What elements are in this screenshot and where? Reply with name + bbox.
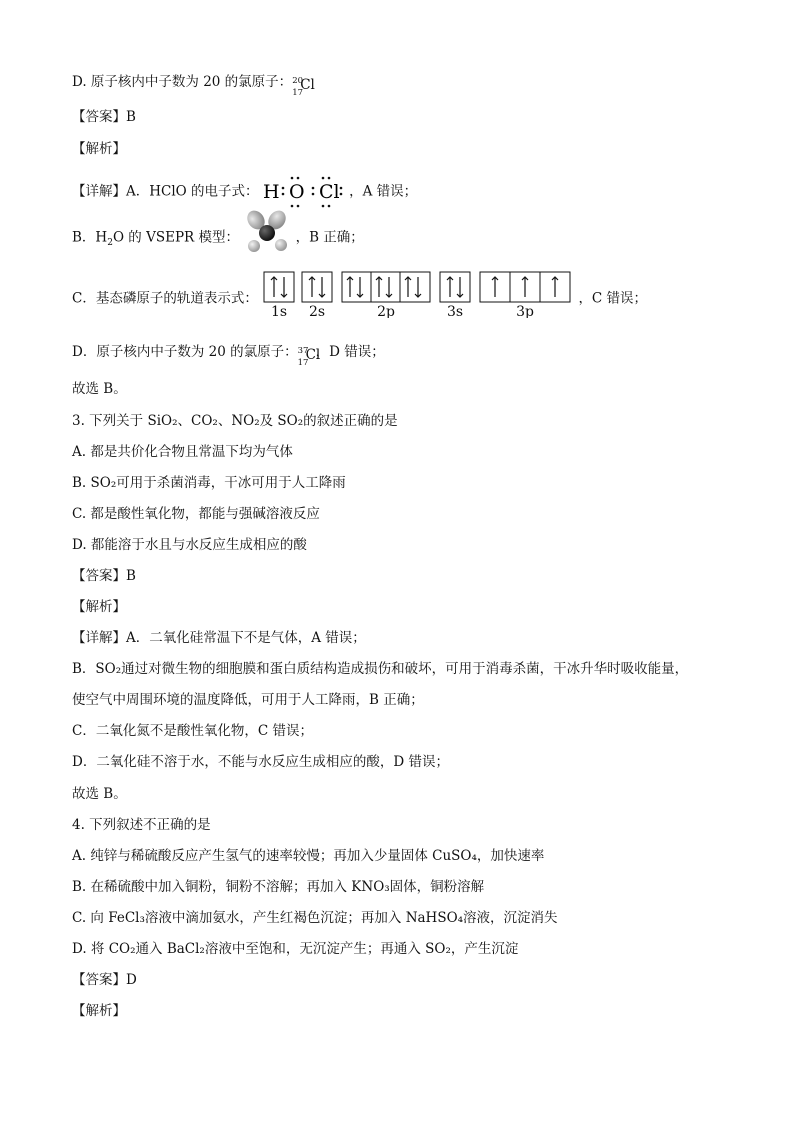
q4-option-d: D. 将 CO₂通入 BaCl₂溶液中至饱和，无沉淀产生；再通入 SO₂，产生沉淀	[72, 941, 519, 957]
q3-conclusion: 故选 B。	[72, 786, 127, 802]
analysis-label: 【解析】	[72, 141, 126, 157]
detail-c-line: C．基态磷原子的轨道表示式： 1s 2s 2p 3s 3p ，C 错误；	[72, 280, 647, 318]
lewis-h: H	[262, 181, 280, 203]
q4-option-a: A. 纯锌与稀硫酸反应产生氢气的速率较慢；再加入少量固体 CuSO₄，加快速率	[72, 848, 545, 864]
orbital-label-2s: 2s	[309, 304, 326, 318]
q3-option-a: A. 都是共价化合物且常温下均为气体	[72, 444, 293, 460]
detail-d-line: D．原子核内中子数为 20 的氯原子： 37 17 Cl ，D 错误；	[72, 344, 385, 368]
detail-a-line: 【详解】A．HClO 的电子式： H O Cl ，A 错误；	[72, 175, 417, 209]
conclusion-2: 故选 B。	[72, 381, 127, 397]
q3-analysis: 【解析】	[72, 599, 126, 615]
detail-b-line: B．$H_2O$ 的 VSEPR 模型： ，B 正确；	[72, 222, 364, 254]
q3-detail-d: D．二氧化硅不溶于水，不能与水反应生成相应的酸，D 错误；	[72, 754, 449, 770]
h2o-vsepr-model	[243, 208, 291, 254]
q3-answer: 【答案】B	[72, 568, 136, 584]
nuclide-cl-37: 37 17 Cl	[297, 345, 321, 368]
q3-option-b: B. SO₂可用于杀菌消毒，干冰可用于人工降雨	[72, 475, 346, 491]
orbital-label-3s: 3s	[447, 304, 464, 318]
question-4: 4. 下列叙述不正确的是	[72, 817, 211, 833]
q3-detail-c: C．二氧化氮不是酸性氧化物，C 错误；	[72, 723, 313, 739]
question-3: 3. 下列关于 SiO₂、CO₂、NO₂及 SO₂的叙述正确的是	[72, 413, 398, 429]
option-d-line	[72, 72, 315, 98]
nuclide-cl-20: 20 17 Cl	[292, 75, 315, 98]
q3-detail-b2: 使空气中周围环境的温度降低，可用于人工降雨，B 正确；	[72, 692, 424, 708]
q4-answer: 【答案】D	[72, 972, 137, 988]
answer-label: 【答案】B	[72, 109, 136, 125]
lewis-o: O	[288, 181, 305, 203]
q3-detail-a: 【详解】A．二氧化硅常温下不是气体，A 错误；	[72, 630, 366, 646]
q4-analysis: 【解析】	[72, 1003, 126, 1019]
orbital-label-1s: 1s	[271, 304, 288, 318]
option-d-text: D. 原子核内中子数为 20 的氯原子：	[72, 74, 293, 90]
orbital-label-3p: 3p	[516, 304, 535, 318]
orbital-label-2p: 2p	[377, 304, 396, 318]
q3-option-d: D. 都能溶于水且与水反应生成相应的酸	[72, 537, 307, 553]
phosphorus-orbital-diagram	[262, 270, 574, 318]
q4-option-b: B. 在稀硫酸中加入铜粉，铜粉不溶解；再加入 KNO₃固体，铜粉溶解	[72, 879, 485, 895]
q3-option-c: C. 都是酸性氧化物，都能与强碱溶液反应	[72, 506, 320, 522]
lewis-cl: Cl	[318, 181, 340, 203]
q4-option-c: C. 向 FeCl₃溶液中滴加氨水，产生红褐色沉淀；再加入 NaHSO₄溶液，沉淀消失	[72, 910, 558, 926]
hclo-lewis-structure	[263, 175, 345, 209]
q3-detail-b1: B．SO₂通过对微生物的细胞膜和蛋白质结构造成损伤和破坏，可用于消毒杀菌，干冰升华时吸收能量，	[72, 661, 689, 677]
